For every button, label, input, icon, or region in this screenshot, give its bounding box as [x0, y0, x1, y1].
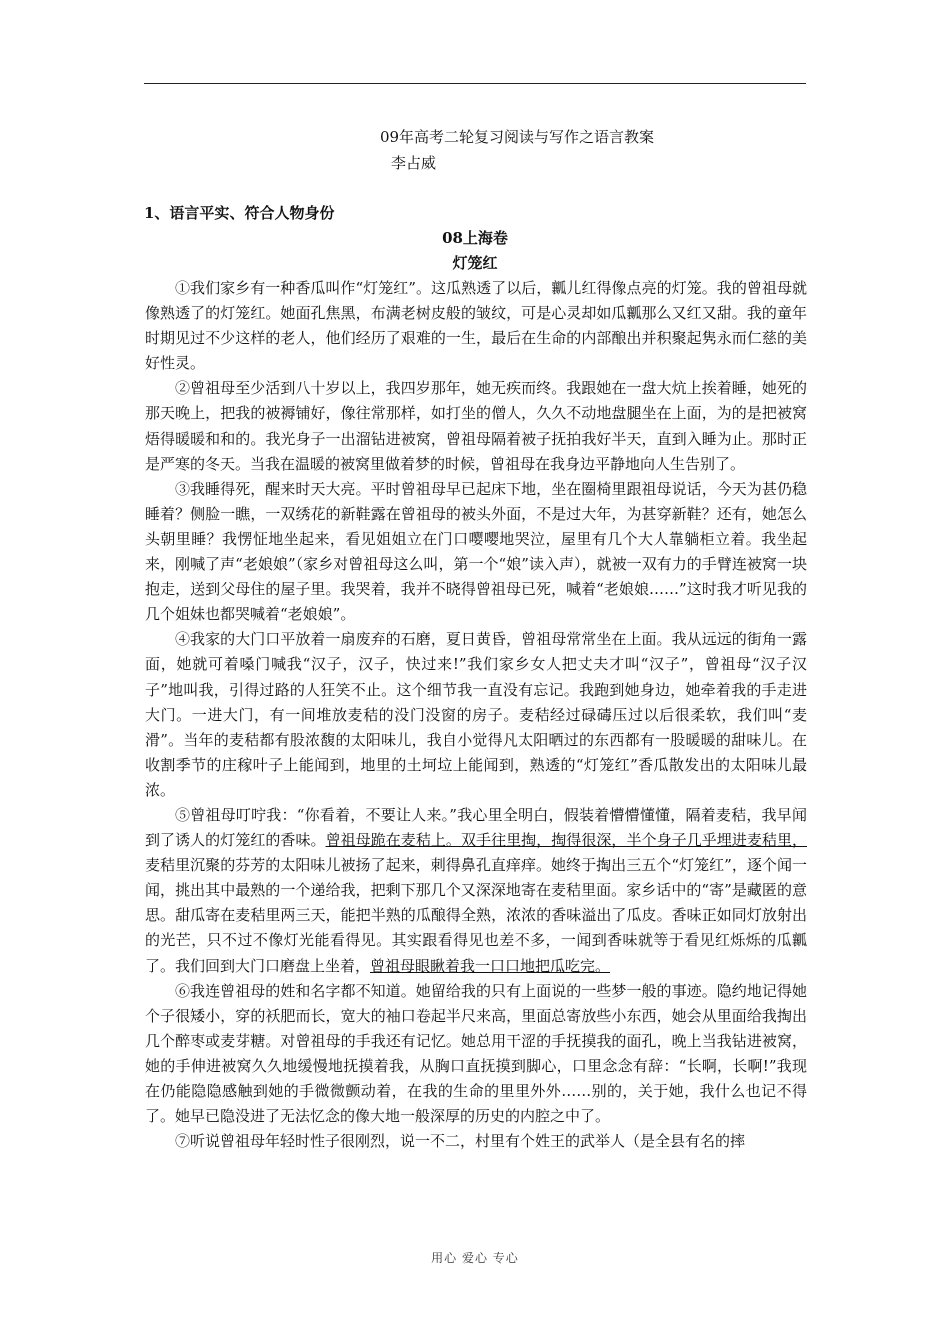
- paragraph-text: 麦秸里沉聚的芬芳的太阳味儿被扬了起来，刺得鼻孔直痒痒。她终于掏出三五个“灯笼红”，逐个闻一闻，挑出其中最熟的一个递给我，把剩下那几个又深深地寄在麦秸里面。家乡话中的“寄”是藏匿的意思。甜瓜寄在麦秸里两三天，能把半熟的瓜酿得全熟，浓浓的香味溢出了瓜皮。香味正如同灯放射出的光芒，只不过不像灯光能看得见。其实跟看得见也差不多，一闻到香味就等于看见红烁烁的瓜瓤了。我们回到大门口磨盘上坐着，: [145, 856, 807, 975]
- paragraph: [145, 1129, 807, 1154]
- underlined-text: 曾祖母跪在麦秸上。双手往里掏，掏得很深，半个身子几乎埋进麦秸里，: [325, 831, 807, 850]
- paragraph: [145, 276, 807, 376]
- article-title: 灯笼红: [452, 254, 498, 272]
- paragraph-text: ③我睡得死，醒来时天大亮。平时曾祖母早已起床下地，坐在圈椅里跟祖母说话，今天为甚仍稳睡着？侧脸一瞧，一双绣花的新鞋露在曾祖母的被头外面，不是过大年，为甚穿新鞋？还有，她怎么头朝里睡？我愣怔地坐起来，看见姐姐立在门口嘤嘤地哭泣，屋里有几个大人靠躺柜立着。我坐起来，刚喊了声“老娘娘”（家乡对曾祖母这么叫，第一个“娘”读入声），就被一双有力的手臂连被窝一块抱走，送到父母住的屋子里。我哭着，我并不晓得曾祖母已死，喊着“老娘娘……”这时我才听见我的几个姐妹也都哭喊着“老娘娘”。: [145, 479, 807, 624]
- section-heading: 1、语言平实、符合人物身份: [144, 204, 335, 222]
- author-name: 李占威: [391, 154, 437, 172]
- paragraph-text: ④我家的大门口平放着一扇废弃的石磨，夏日黄昏，曾祖母常常坐在上面。我从远远的街角一露面，她就可着嗓门喊我“汉子，汉子，快过来!”我们家乡女人把丈夫才叫“汉子”，曾祖母“汉子汉子”地叫我，引得过路的人狂笑不止。这个细节我一直没有忘记。我跑到她身边，她牵着我的手走进大门。一进大门，有一间堆放麦秸的没门没窗的房子。麦秸经过碌碡压过以后很柔软，我们叫“麦滑”。当年的麦秸都有股浓馥的太阳味儿，我自小觉得凡太阳晒过的东西都有一股暖暖的甜味儿。在收割季节的庄稼叶子上能闻到，地里的土坷垃上能闻到，熟透的“灯笼红”香瓜散发出的太阳味儿最浓。: [145, 630, 807, 799]
- paragraph: [145, 376, 807, 476]
- paragraph-text: ⑤曾祖母叮咛我：“你看着，不要让人来。”我心里全明白，假装着懵懵懂懂，隔着麦秸，我早闻到了诱人的灯笼红的香味。: [145, 805, 807, 850]
- paragraph: [145, 979, 807, 1130]
- paragraph-text: ①我们家乡有一种香瓜叫作“灯笼红”。这瓜熟透了以后，瓤儿红得像点亮的灯笼。我的曾祖母就像熟透了的灯笼红。她面孔焦黑，布满老树皮般的皱纹，可是心灵却如瓜瓤那么又红又甜。我的童年时期见过不少这样的老人，他们经历了艰难的一生，最后在生命的内部酿出并积聚起隽永而仁慈的美好性灵。: [145, 279, 807, 373]
- underlined-text: 曾祖母眼瞅着我一口口地把瓜吃完。: [370, 956, 611, 975]
- source-label: 08上海卷: [442, 229, 508, 247]
- paragraph-text: ⑦听说曾祖母年轻时性子很刚烈，说一不二，村里有个姓王的武举人（是全县有名的摔: [175, 1132, 746, 1151]
- paragraph: [145, 803, 807, 979]
- page-footer: 用心 爱心 专心: [431, 1251, 519, 1265]
- paragraph: [145, 627, 807, 803]
- page-title: [0, 126, 950, 147]
- article-body: [145, 276, 807, 1154]
- paragraph: [145, 477, 807, 628]
- paragraph-text: ⑥我连曾祖母的姓和名字都不知道。她留给我的只有上面说的一些梦一般的事迹。隐约地记得她个子很矮小，穿的袄肥而长，宽大的袖口卷起半尺来高，里面总寄放些小东西，她会从里面给我掏出几个醉枣或麦芽糖。对曾祖母的手我还有记忆。她总用干涩的手抚摸我的面孔，晚上当我钻进被窝，她的手伸进被窝久久地缓慢地抚摸着我，从胸口直抚摸到脚心，口里念念有辞：“长啊，长啊!”我现在仍能隐隐感触到她的手微微颤动着，在我的生命的里里外外……别的，关于她，我什么也记不得了。她早已隐没进了无法忆念的像大地一般深厚的历史的内腔之中了。: [145, 981, 807, 1126]
- title-text: 09年高考二轮复习阅读与写作之语言教案: [379, 128, 655, 146]
- header-rule: [144, 83, 806, 84]
- paragraph-text: ②曾祖母至少活到八十岁以上，我四岁那年，她无疾而终。我跟她在一盘大炕上挨着睡，她死的那天晚上，把我的被褥铺好，像往常那样，如打坐的僧人，久久不动地盘腿坐在上面，为的是把被窝焐得暖暖和和的。我光身子一出溜钻进被窝，曾祖母隔着被子抚拍我好半天，直到入睡为止。那时正是严寒的冬天。当我在温暖的被窝里做着梦的时候，曾祖母在我身边平静地向人生告别了。: [145, 379, 807, 473]
